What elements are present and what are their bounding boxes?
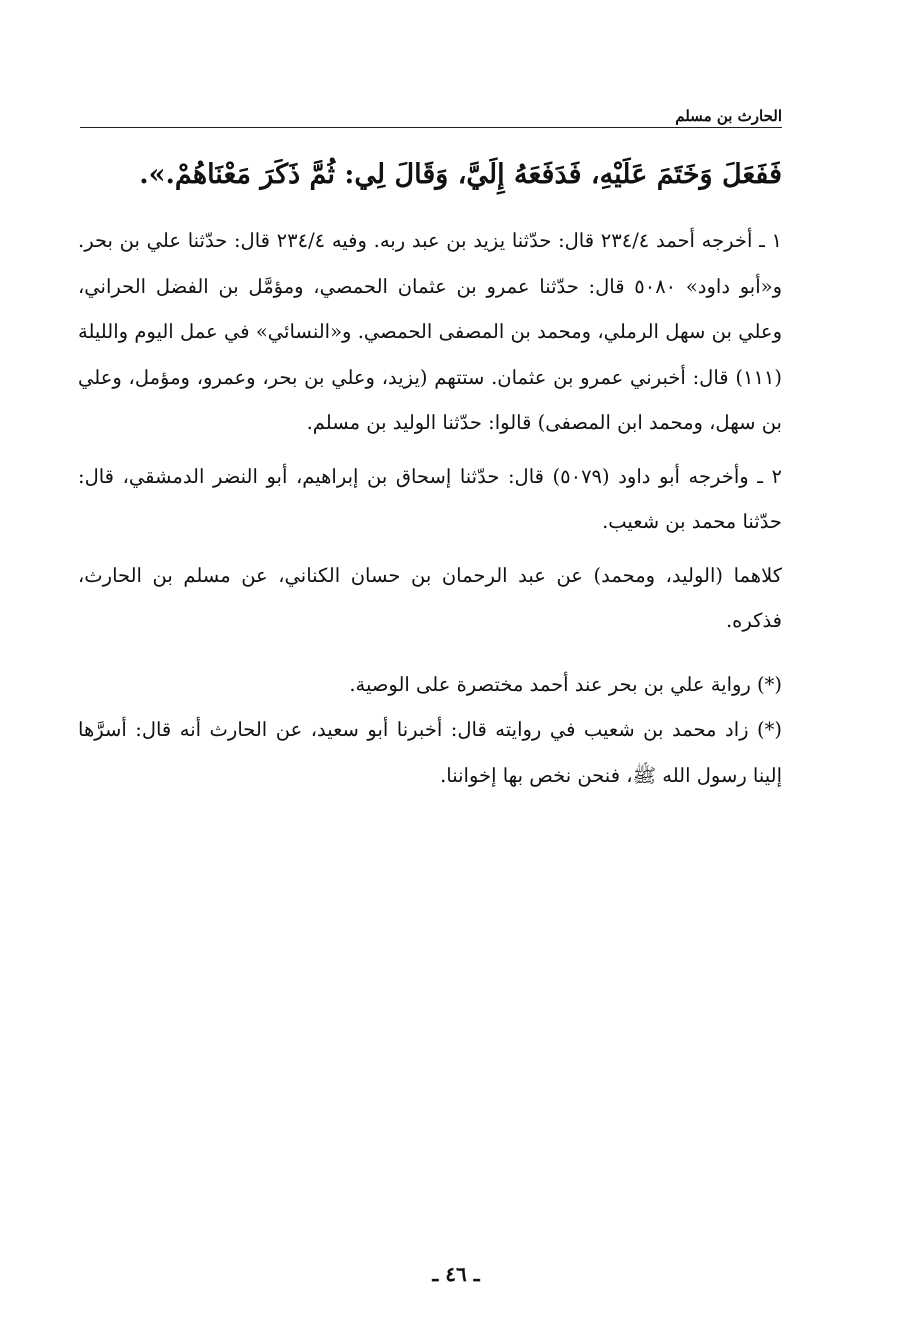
header-rule — [80, 127, 782, 128]
star-note-1: (*) رواية علي بن بحر عند أحمد مختصرة على الوصية. — [349, 672, 782, 696]
star-note-2: (*) زاد محمد بن شعيب في روايته قال: أخبرنا أبو سعيد، عن الحارث أنه قال: أسرَّها إلينا رسول الله ﷺ، فنحن نخص بها إخواننا. — [78, 718, 782, 787]
note-2: ٢ ـ وأخرجه أبو داود (٥٠٧٩) قال: حدّثنا إسحاق بن إبراهيم، أبو النضر الدمشقي، قال: حدّثنا محمد بن شعيب. — [78, 464, 782, 533]
running-header — [80, 106, 782, 132]
note-3: كلاهما (الوليد، ومحمد) عن عبد الرحمان بن حسان الكناني، عن مسلم بن الحارث، فذكره. — [78, 563, 782, 632]
footnotes — [78, 218, 782, 798]
page-number: ـ ٤٦ ـ — [432, 1262, 480, 1286]
hadith-text-ending: فَفَعَلَ وَخَتَمَ عَلَيْهِ، فَدَفَعَهُ إِلَيَّ، وَقَالَ لِي: ثُمَّ ذَكَرَ مَعْنَاهُمْ.». — [139, 159, 782, 190]
header-title: الحارث بن مسلم — [669, 106, 782, 126]
note-1: ١ ـ أخرجه أحمد ٢٣٤/٤ قال: حدّثنا يزيد بن عبد ربه. وفيه ٢٣٤/٤ قال: حدّثنا علي بن بحر. و«أبو داود» ٥٠٨٠ قال: حدّثنا عمرو بن عثمان الحمصي، ومؤمَّل بن الفضل الحراني، وعلي بن سهل الرملي، ومحمد بن المصفى الحمصي. و«النسائي» في عمل اليوم والليلة (١١١) قال: أخبرني عمرو بن عثمان. ستتهم (يزيد، وعلي بن بحر، وعمرو، ومؤمل، وعلي بن سهل، ومحمد ابن المصفى) قالوا: حدّثنا الوليد بن مسلم. — [78, 229, 782, 434]
